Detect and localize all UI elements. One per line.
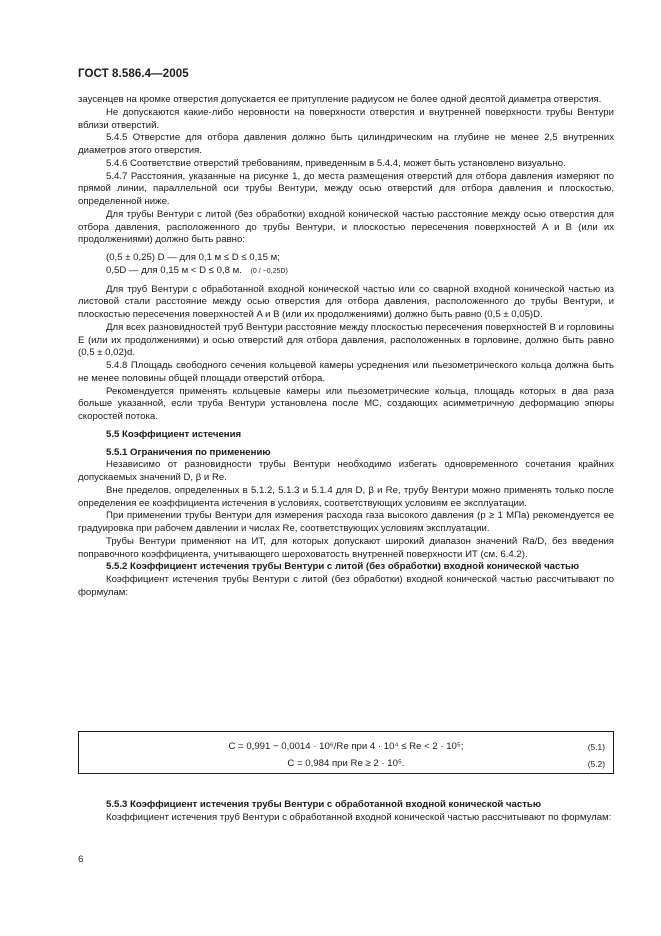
formula-5-1: C = 0,991 − 0,0014 · 10⁶/Re при 4 · 10⁴ ≤ Re < 2 · 10⁵; [228,741,464,752]
formula-number: (5.2) [587,759,605,769]
main-text [78,94,614,600]
paragraph: 5.4.7 Расстояния, указанные на рисунке 1, до места размещения отверстий для отбора давления измеряют по прямой линии, параллельной оси трубы Вентури, между осью отверстий для отбора давления и плоскостью, определенной ниже. [78,170,614,207]
formula-text: 0,5D — для 0,15 м < D ≤ 0,8 м. [106,264,242,276]
subsection-heading: 5.5.1 Ограничения по применению [106,446,271,458]
paragraph: Трубы Вентури применяют на ИТ, для которых допускают широкий диапазон значений Ra/D, без введения поправочного коэффициента, учитывающего шероховатость внутренней поверхности ИТ (см. 6.4.2). [78,535,614,560]
formula-number: (5.1) [587,742,605,752]
formula-box [78,731,614,774]
paragraph: Для трубы Вентури с литой (без обработки) входной конической частью расстояние между осью отверстия для отбора давления, расположенного до трубы Вентури, и плоскостью пересечения поверхностей A и B (или их продолжениями) должно быть равно: [78,208,614,246]
paragraph: При применении трубы Вентури для измерения расхода газа высокого давления (p ≥ 1 МПа) рекомендуется ее градуировка при рабочем давлении и числах Re, соответствующих условиям эксплуатации. [78,510,614,534]
paragraph: Для труб Вентури с обработанной входной конической частью или со сварной входной конической частью из листовой стали расстояние между осью отверстия для отбора давления, расположенного до трубы Вентури, и плоскостью пересечения поверхностей A и B (или их продолжениями) должно быть равно (0,5 ± 0,05)D. [78,283,614,320]
section-heading: 5.5 Коэффициент истечения [106,428,242,440]
page-number: 6 [78,854,84,865]
formula-tolerance: (0 / −0,25D) [250,267,288,275]
paragraph: 5.4.8 Площадь свободного сечения кольцевой камеры усреднения или пьезометрического кольца должна быть не менее половины общей площади отверстий отбора. [78,360,614,384]
main-text-continued [78,799,614,825]
document-header: ГОСТ 8.586.4—2005 [78,68,189,80]
paragraph: Рекомендуется применять кольцевые камеры или пьезометрические кольца, площадь которых в два раза больше указанной, если труба Вентури установлена после МС, создающих асимметричную деформацию эпюры скоростей потока. [78,385,614,422]
paragraph: Вне пределов, определенных в 5.1.2, 5.1.3 и 5.1.4 для D, β и Re, трубу Вентури можно применять только после определения ее коэффициента истечения в условиях, соответствующих условиям ее эксплуатации. [78,484,614,509]
subsection-heading: 5.5.2 Коэффициент истечения трубы Вентури с литой (без обработки) входной конической частью [106,561,580,573]
formula-line: (0,5 ± 0,25) D — для 0,1 м ≤ D ≤ 0,15 м; [106,252,280,263]
formula-5-2: C = 0,984 при Re ≥ 2 · 10⁵. [287,758,405,769]
formula-line-with-tolerance [78,265,614,279]
subsection-heading: 5.5.3 Коэффициент истечения трубы Вентури с обработанной входной конической частью [106,799,542,810]
paragraph: 5.4.6 Соответствие отверстий требованиям, приведенным в 5.4.4, может быть установлено визуально. [106,157,566,169]
paragraph: Для всех разновидностей труб Вентури расстояние между плоскостью пересечения поверхностей B и горловины E (или их продолжениями) и осью отверстий для отбора давления, расположенных в горловине, должно быть равно (0,5 ± 0,02)d. [78,321,614,359]
paragraph: Не допускаются какие-либо неровности на поверхности отверстия и внутренней поверхности трубы Вентури вблизи отверстий. [78,106,614,131]
paragraph: Коэффициент истечения трубы Вентури с литой (без обработки) входной конической частью рассчитывают по формулам: [78,574,614,598]
paragraph: Коэффициент истечения труб Вентури с обработанной входной конической частью рассчитывают по формулам: [106,811,612,823]
paragraph: Независимо от разновидности трубы Вентури необходимо избегать одновременного сочетания крайних допускаемых значений D, β и Re. [78,459,614,483]
paragraph: 5.4.5 Отверстие для отбора давления должно быть цилиндрическим на глубине не менее 2,5 внутренних диаметров этого отверстия. [78,132,614,156]
paragraph: заусенцев на кромке отверстия допускается ее притупление радиусом не более одной десятой диаметра отверстия. [78,94,602,105]
